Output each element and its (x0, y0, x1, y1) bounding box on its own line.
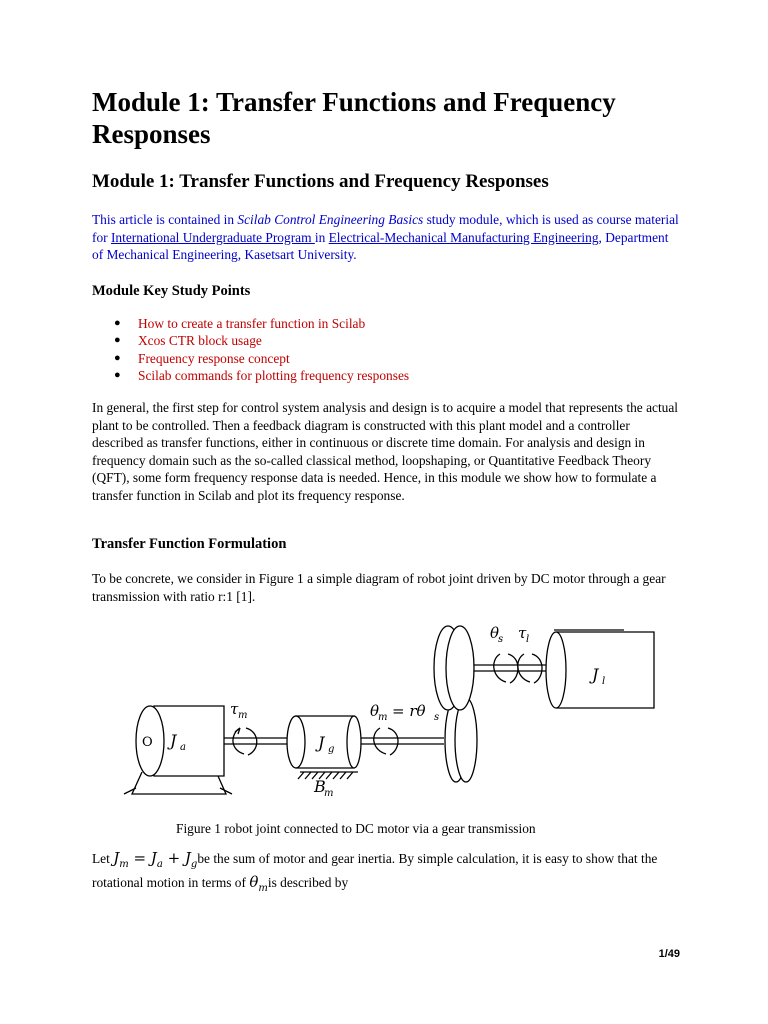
svg-text:s: s (498, 634, 504, 645)
theta-s-label: θ (490, 624, 500, 642)
bullet-icon: ● (114, 351, 121, 364)
bullet-icon: ● (114, 334, 121, 347)
body-paragraph-3: Let $J_m = J_a + J_gbe$ the sum of motor and gear inertia. By simple calculation, it is easy to show that the rotational motion in terms of $\theta_mis$ described by (92, 849, 658, 894)
jg-label: J (318, 733, 325, 752)
theta-m-symbol: $\theta_m$ (249, 872, 268, 894)
tau-l-label: τ (518, 624, 527, 642)
theta-m-arrow (374, 728, 398, 755)
tau-l-arrow (518, 654, 542, 683)
svg-text:s: s (434, 712, 440, 723)
transfer-function-heading: Transfer Function Formulation (92, 536, 287, 552)
page-number: 1/49 (658, 948, 680, 960)
robot-joint-figure (114, 622, 606, 808)
svg-text:m: m (238, 710, 248, 721)
svg-text:l: l (526, 634, 530, 645)
list-item: ● Xcos CTR block usage (114, 333, 262, 349)
program-link[interactable]: International Undergraduate Program (110, 229, 315, 245)
tau-m-arrow (233, 728, 257, 755)
bullet-icon: ● (114, 317, 121, 329)
svg-text:l: l (602, 676, 606, 687)
department-link[interactable]: Electrical-Mechanical Manufacturing Engineering (328, 229, 599, 245)
intro-paragraph: This article is contained in Scilab Control Engineering Basics study module, which is used as course material for International Undergraduate Program in Electrical-Mechanical Manufacturing Engineering, Department of Mechanical Engineering, Kasetsart University. (92, 212, 679, 262)
list-item: ● How to create a transfer function in Scilab (114, 316, 366, 331)
svg-text:= rθ: = rθ (392, 702, 426, 720)
theta-m-label: θ (370, 702, 380, 720)
bm-label: B (314, 777, 326, 796)
motor-label: O (142, 735, 153, 750)
page-title: Module 1: Transfer Functions and Frequency Responses (92, 87, 616, 149)
figure-caption: Figure 1 robot joint connected to DC motor via a gear transmission (176, 821, 536, 836)
inertia-equation: $J_m = J_a + J_g$ (113, 849, 198, 870)
svg-text:m: m (378, 712, 388, 723)
list-item: ● Frequency response concept (114, 350, 290, 366)
module-name: Scilab Control Engineering Basics (237, 212, 424, 227)
tau-m-label: τ (230, 700, 239, 718)
section-title: Module 1: Transfer Functions and Frequency Responses (92, 171, 549, 192)
jl-label: J (592, 665, 599, 684)
bullet-icon: ● (114, 369, 121, 382)
svg-text:m: m (324, 788, 334, 799)
svg-text:a: a (180, 742, 186, 753)
list-item: ● Scilab commands for plotting frequency responses (114, 368, 410, 384)
theta-s-arrow (494, 654, 518, 683)
body-paragraph-1: In general, the first step for control system analysis and design is to acquire a model that represents the actual plant to be controlled. Then a feedback diagram is constructed with this plant model and a controller described as transfer functions, either in continuous or discrete time domain. For analysis and design in frequency domain such as the so-called classical method, loopshaping, or Quantitative Feedback Theory (QFT), some form frequency response data is needed. Hence, in this module we show how to formulate a transfer function in Scilab and plot its frequency response. (92, 400, 679, 503)
motor-shaft (224, 738, 294, 744)
key-points-list (92, 315, 682, 385)
damping-hatch (298, 772, 358, 779)
ja-label: J (170, 731, 177, 750)
body-paragraph-2: To be concrete, we consider in Figure 1 a simple diagram of robot joint driven by DC motor through a gear transmission with ratio r:1 [1]. (92, 571, 666, 604)
key-points-heading: Module Key Study Points (92, 283, 251, 299)
svg-text:g: g (328, 744, 335, 755)
